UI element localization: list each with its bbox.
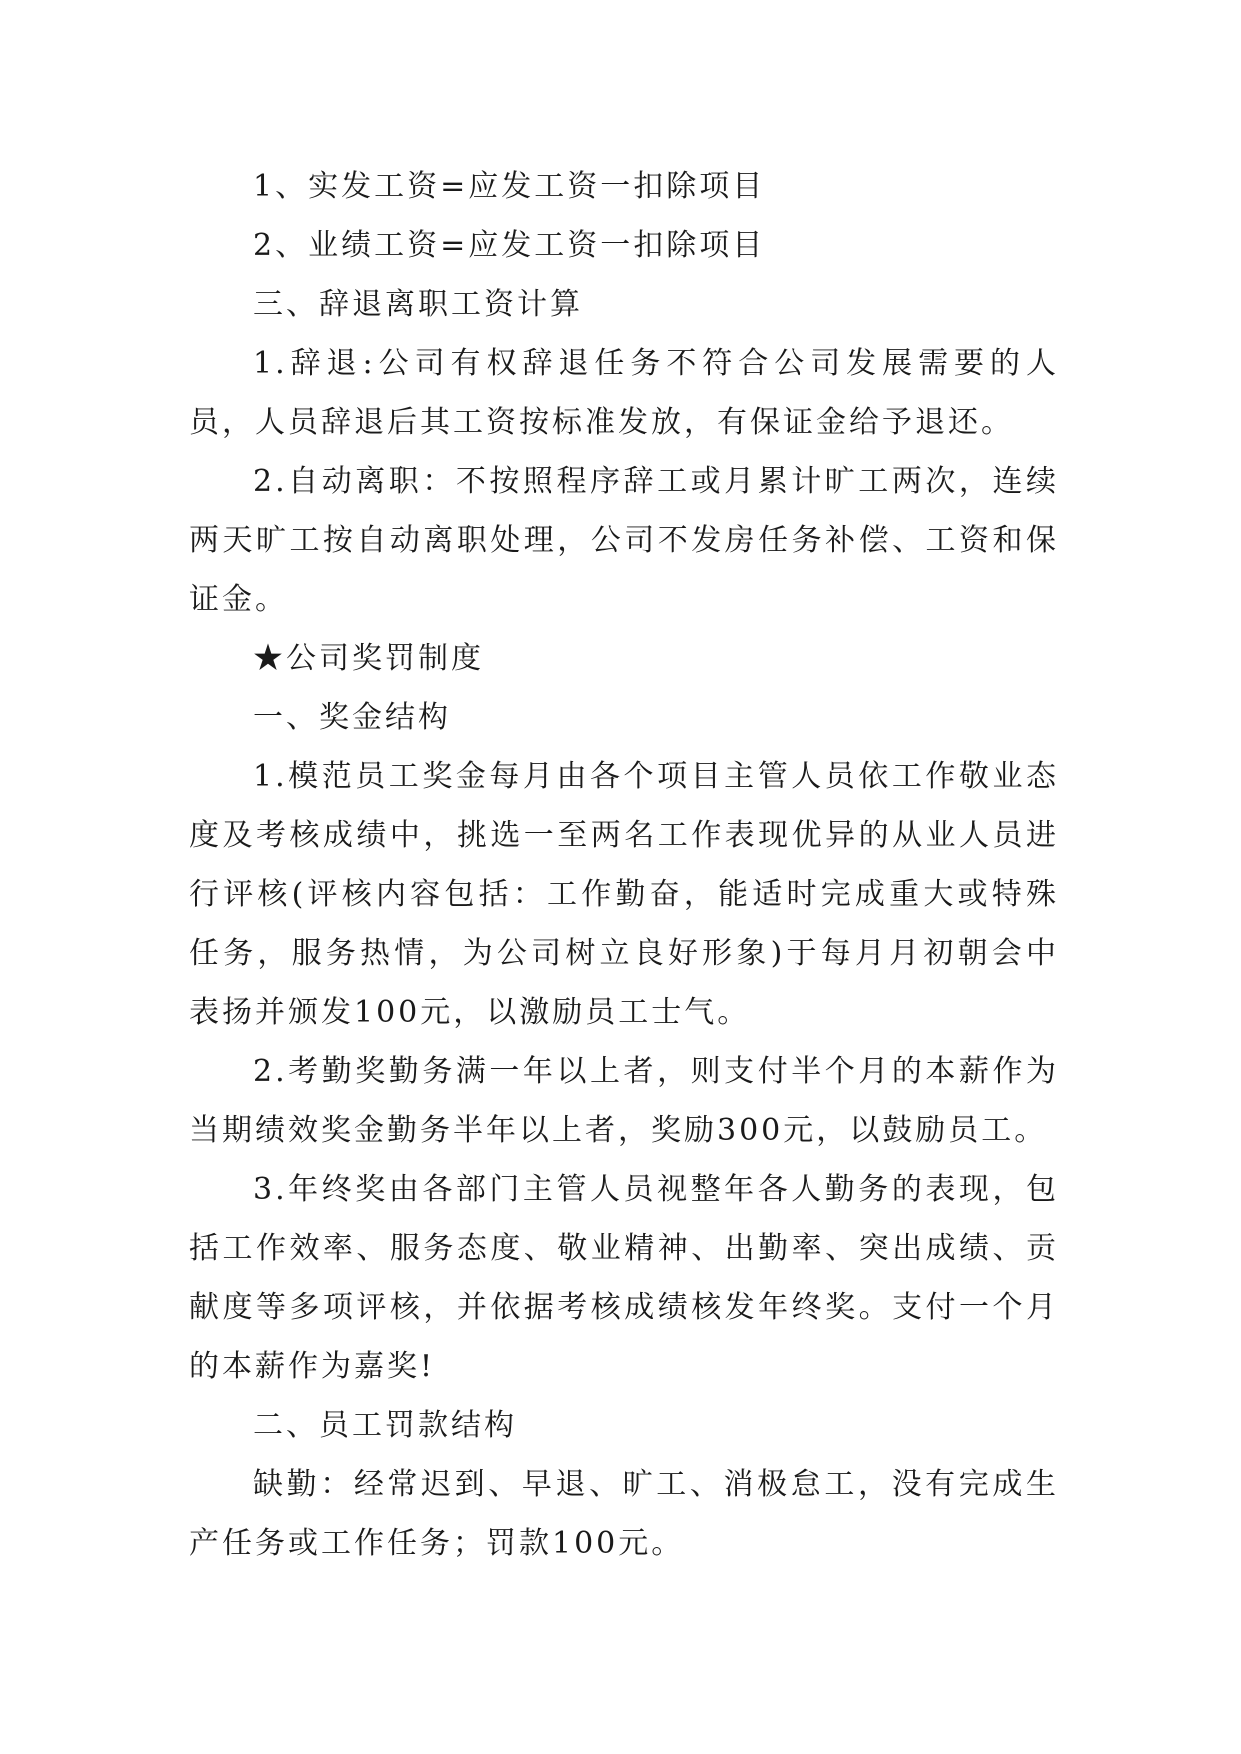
- heading-bonus-structure: 一、奖金结构: [253, 700, 451, 735]
- paragraph-model-employee-bonus: 1.模范员工奖金每月由各个项目主管人员依工作敬业态度及考核成绩中，挑选一至两名工作表现优异的从业人员进行评核(评核内容包括：工作勤奋，能适时完成重大或特殊任务，服务热情，为公司树立良好形象)于每月月初朝会中表扬并颁发100元，以激励员工士气。: [189, 759, 1059, 1030]
- paragraph-salary-performance: 2、业绩工资=应发工资一扣除项目: [253, 228, 766, 263]
- heading-dismissal-salary: 三、辞退离职工资计算: [253, 287, 583, 322]
- heading-reward-penalty-system: ★公司奖罚制度: [253, 641, 484, 676]
- paragraph-dismissal: 1.辞退:公司有权辞退任务不符合公司发展需要的人员，人员辞退后其工资按标准发放，有保证金给予退还。: [189, 346, 1059, 440]
- paragraph-salary-actual: 1、实发工资=应发工资一扣除项目: [253, 169, 766, 204]
- paragraph-voluntary-leave: 2.自动离职：不按照程序辞工或月累计旷工两次，连续两天旷工按自动离职处理，公司不发房任务补偿、工资和保证金。: [189, 464, 1059, 617]
- paragraph-year-end-bonus: 3.年终奖由各部门主管人员视整年各人勤务的表现，包括工作效率、服务态度、敬业精神、出勤率、突出成绩、贡献度等多项评核，并依据考核成绩核发年终奖。支付一个月的本薪作为嘉奖!: [189, 1172, 1059, 1384]
- document-body: [189, 157, 1059, 1573]
- paragraph-attendance-bonus: 2.考勤奖勤务满一年以上者，则支付半个月的本薪作为当期绩效奖金勤务半年以上者，奖励300元，以鼓励员工。: [189, 1054, 1059, 1148]
- heading-penalty-structure: 二、员工罚款结构: [253, 1408, 517, 1443]
- paragraph-absence-penalty: 缺勤：经常迟到、早退、旷工、消极怠工，没有完成生产任务或工作任务；罚款100元。: [189, 1467, 1059, 1561]
